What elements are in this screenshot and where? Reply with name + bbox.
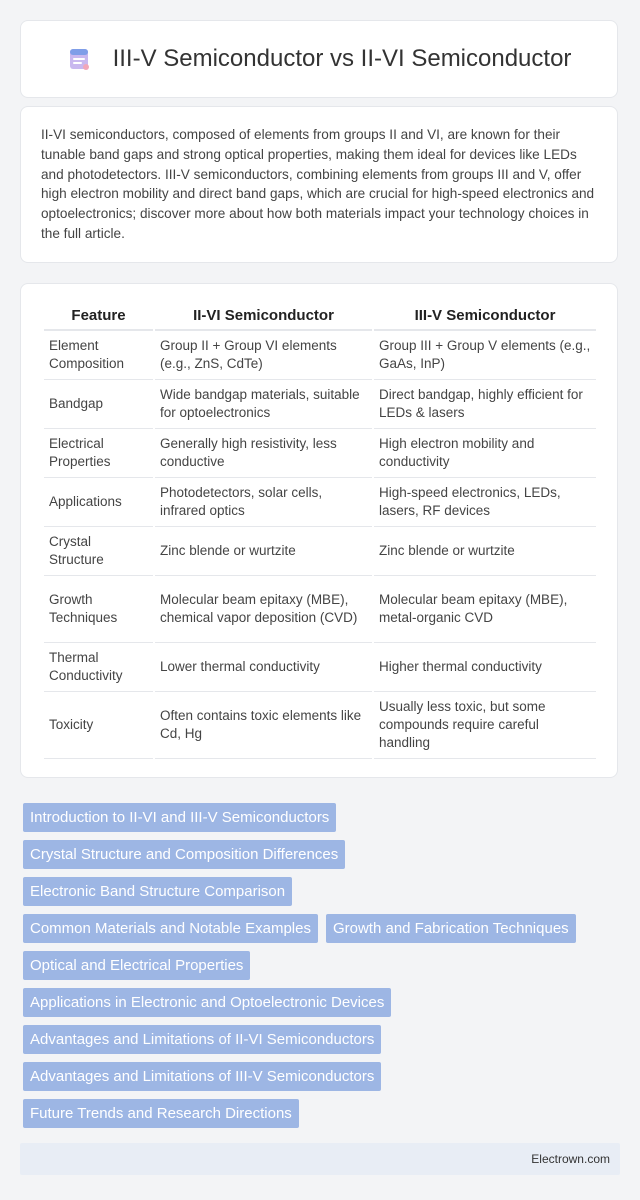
title-card [20, 20, 618, 98]
table-row [44, 643, 596, 692]
ii-vi-cell: Group II + Group VI elements (e.g., ZnS, CdTe) [155, 331, 372, 380]
table-row [44, 576, 596, 643]
table-row [44, 527, 596, 576]
header-feature: Feature [44, 302, 153, 331]
page-title: III-V Semiconductor vs II-VI Semiconductor [112, 45, 572, 72]
ii-vi-cell: Lower thermal conductivity [155, 643, 372, 692]
iii-v-cell: High-speed electronics, LEDs, lasers, RF devices [374, 478, 596, 527]
table-row [44, 478, 596, 527]
topic-link[interactable]: Introduction to II-VI and III-V Semiconductors [23, 803, 336, 832]
ii-vi-cell: Wide bandgap materials, suitable for optoelectronics [155, 380, 372, 429]
iii-v-cell: Direct bandgap, highly efficient for LEDs & lasers [374, 380, 596, 429]
link-row [23, 840, 623, 869]
feature-cell: Crystal Structure [44, 527, 153, 576]
ii-vi-cell: Zinc blende or wurtzite [155, 527, 372, 576]
table-row [44, 380, 596, 429]
intro-card [20, 106, 618, 263]
link-row [23, 1099, 623, 1128]
table-row [44, 331, 596, 380]
iii-v-cell: High electron mobility and conductivity [374, 429, 596, 478]
iii-v-cell: Higher thermal conductivity [374, 643, 596, 692]
topic-link[interactable]: Electronic Band Structure Comparison [23, 877, 292, 906]
topic-link[interactable]: Common Materials and Notable Examples [23, 914, 318, 943]
topic-link[interactable]: Future Trends and Research Directions [23, 1099, 299, 1128]
topic-link[interactable]: Growth and Fabrication Techniques [326, 914, 576, 943]
feature-cell: Element Composition [44, 331, 153, 380]
topic-link[interactable]: Optical and Electrical Properties [23, 951, 250, 980]
link-row [23, 803, 623, 832]
link-row [23, 1062, 623, 1091]
link-row [23, 877, 623, 906]
table-row [44, 692, 596, 759]
comparison-table-card [20, 283, 618, 778]
topic-link[interactable]: Advantages and Limitations of III-V Semiconductors [23, 1062, 381, 1091]
feature-cell: Applications [44, 478, 153, 527]
comparison-table [42, 302, 598, 759]
iii-v-cell: Zinc blende or wurtzite [374, 527, 596, 576]
link-row [23, 988, 623, 1017]
ii-vi-cell: Molecular beam epitaxy (MBE), chemical vapor deposition (CVD) [155, 576, 372, 643]
document-icon [67, 47, 91, 71]
iii-v-cell: Usually less toxic, but some compounds require careful handling [374, 692, 596, 759]
feature-cell: Growth Techniques [44, 576, 153, 643]
link-row [23, 914, 623, 943]
feature-cell: Thermal Conductivity [44, 643, 153, 692]
iii-v-cell: Group III + Group V elements (e.g., GaAs, InP) [374, 331, 596, 380]
link-row [23, 951, 623, 980]
topic-links [23, 803, 623, 1136]
table-header-row [44, 302, 596, 331]
topic-link[interactable]: Applications in Electronic and Optoelectronic Devices [23, 988, 391, 1017]
intro-paragraph: II-VI semiconductors, composed of elements from groups II and VI, are known for their tunable band gaps and strong optical properties, making them ideal for devices like LEDs and photodetectors. III-V semiconductors, combining elements from groups III and V, offer high electron mobility and direct band gaps, which are crucial for high-speed electronics and optoelectronics; discover more about how both materials impact your technology choices in the full article. [41, 127, 595, 241]
feature-cell: Bandgap [44, 380, 153, 429]
feature-cell: Electrical Properties [44, 429, 153, 478]
header-iii-v: III-V Semiconductor [374, 302, 596, 331]
feature-cell: Toxicity [44, 692, 153, 759]
iii-v-cell: Molecular beam epitaxy (MBE), metal-organic CVD [374, 576, 596, 643]
ii-vi-cell: Photodetectors, solar cells, infrared optics [155, 478, 372, 527]
ii-vi-cell: Generally high resistivity, less conductive [155, 429, 372, 478]
table-row [44, 429, 596, 478]
footer-site-name[interactable]: Electrown.com [531, 1152, 610, 1166]
link-row [23, 1025, 623, 1054]
footer [20, 1143, 620, 1175]
topic-link[interactable]: Crystal Structure and Composition Differences [23, 840, 345, 869]
topic-link[interactable]: Advantages and Limitations of II-VI Semiconductors [23, 1025, 381, 1054]
ii-vi-cell: Often contains toxic elements like Cd, Hg [155, 692, 372, 759]
header-ii-vi: II-VI Semiconductor [155, 302, 372, 331]
